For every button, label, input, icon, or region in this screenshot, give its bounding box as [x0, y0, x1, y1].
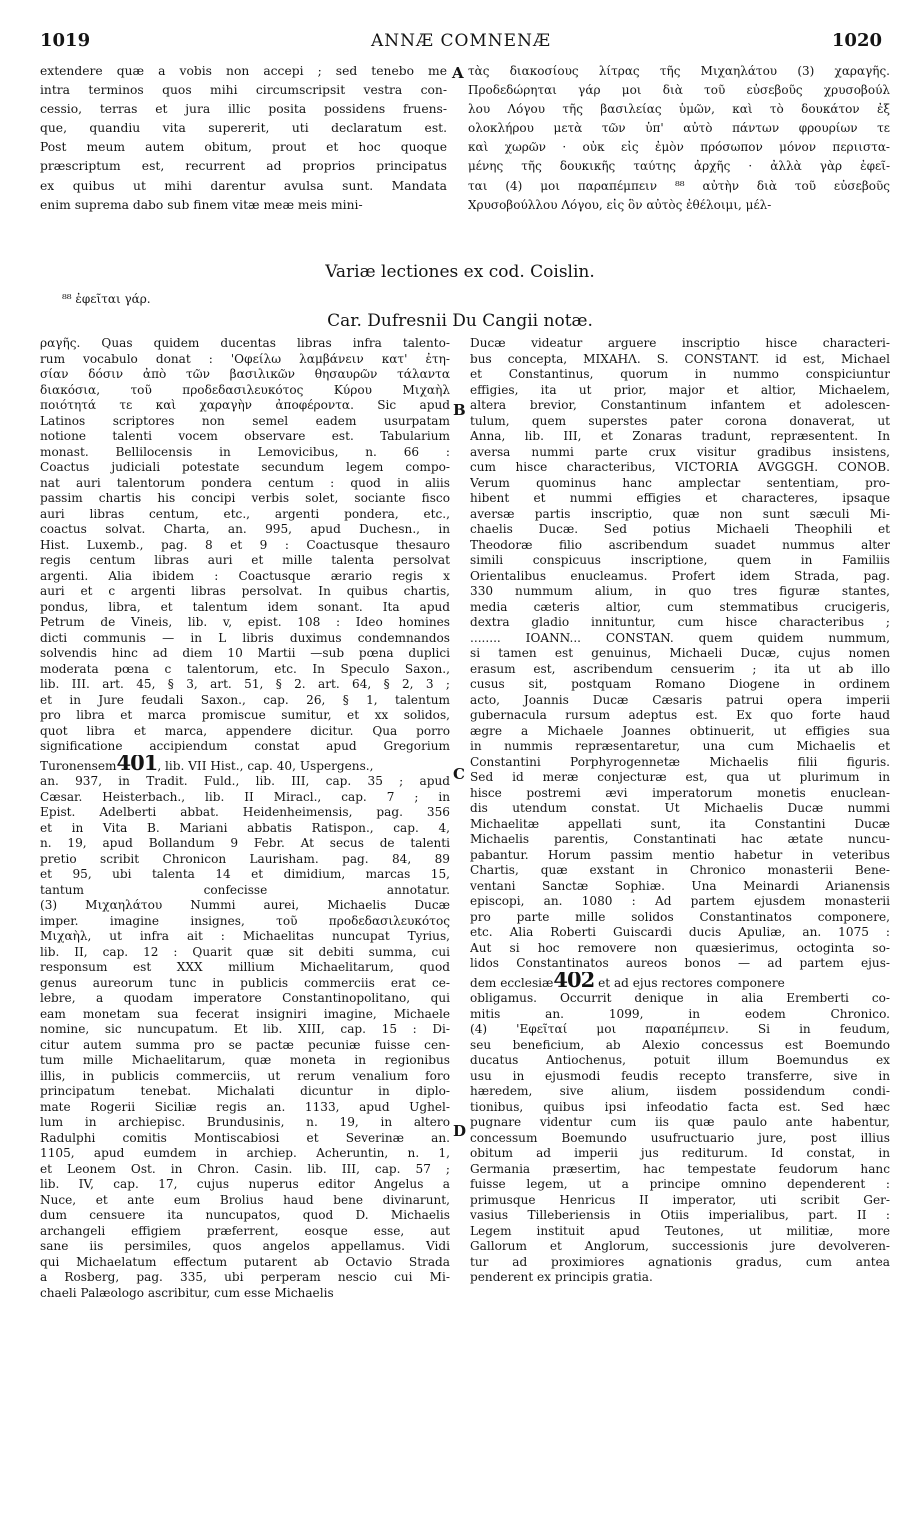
text-line: ventani Sanctæ Sophiæ. Una Meinardi Arianensis — [470, 878, 890, 893]
text-line: significatione accipiendum constat apud Gregorium — [40, 739, 450, 753]
text-line: Theodoræ filio ascribendum suadet nummus alter — [470, 537, 890, 552]
text-line: Chartis, quæ exstant in Chronico monasterii Bene- — [470, 863, 890, 877]
text-line: et 95, ubi talenta 14 et dimidium, marcas 15, — [40, 867, 450, 881]
text-line: cusus sit, postquam Romano Diogene in ordinem — [470, 677, 890, 691]
text-line: a Rosberg, pag. 335, ubi perperam nescio cui Mi- — [40, 1270, 450, 1284]
text-line: Orientalibus enucleamus. Profert idem Strada, pag. — [470, 568, 890, 583]
text-line: Verum quominus hanc amplectar sententiam, pro- — [470, 475, 890, 490]
text-line: illis, in publicis commerciis, ut rerum venalium foro — [40, 1068, 450, 1083]
notes-left-column — [40, 336, 450, 1301]
margin-letter-a: A — [452, 64, 464, 82]
text-line: 1105, apud eumdem in archiep. Acheruntin, n. 1, — [40, 1146, 450, 1160]
text-line: gubernacula rursum adeptus est. Ex quo forte haud — [470, 708, 890, 722]
text-line: pondus, libra, et talentum idem sonant. Ita apud — [40, 599, 450, 614]
text-line: Radulphi comitis Montiscabiosi et Severinæ an. — [40, 1130, 450, 1145]
text-line: intra terminos quos mihi circumscripsit vestra con- — [40, 83, 447, 98]
text-line: obligamus. Occurrit denique in alia Eremberti co- — [470, 991, 890, 1005]
text-line: et Constantinus, quorum in nummo conspiciuntur — [470, 367, 890, 381]
text-line: ραγῆς. Quas quidem ducentas libras infra talento- — [40, 336, 450, 350]
text-line: Aut si hoc removere non quæsierimus, octoginta so- — [470, 940, 890, 955]
text-line: lidos Constantinatos aureos bonos — ad partem ejus- — [470, 956, 890, 970]
text-line: aversæ partis inscriptio, quæ non sunt sæculi Mi- — [470, 506, 890, 521]
text-line: solvendis hinc ad diem 10 Martii —sub pœna duplici — [40, 646, 450, 660]
page-header — [40, 30, 882, 58]
text-line: imper. imagine insignes, τοῦ προδεδασιλευκότος — [40, 913, 450, 928]
text-line: ται (4) μοι παραπέμπειν ⁸⁸ αὐτὴν διὰ τοῦ εὐσεβοῦς — [468, 178, 890, 193]
text-line: sane iis persimiles, quos angelos appellamus. Vidi — [40, 1239, 450, 1253]
text-line: Petrum de Vineis, lib. v, epist. 108 : Ideo homines — [40, 615, 450, 629]
text-line: erasum est, ascribendum censuerim ; ita ut ab illo — [470, 661, 890, 676]
text-line: lib. IV, cap. 17, cujus nuperus editor Angelus a — [40, 1177, 450, 1191]
text-line: ολοκλήρου μετὰ τῶν ὑπ' αὐτὸ πάντων φρουρίων τε — [468, 121, 890, 136]
text-line: effigies, ita ut prior, major et altior, Michaelem, — [470, 382, 890, 397]
text-line: fuisse legem, ut a principe omnino dependerent : — [470, 1177, 890, 1191]
text-line: tantum confecisse annotatur. — [40, 882, 450, 897]
text-line: mitis an. 1099, in eodem Chronico. — [470, 1006, 890, 1021]
text-line: cessio, terras et jura illic posita possidens fruens- — [40, 102, 447, 117]
text-line: archangeli effigiem præferrent, eosque esse, aut — [40, 1223, 450, 1238]
text-line: altera brevior, Constantinum infantem et adolescen- — [470, 398, 890, 412]
text-line: dum censuere ita nuncupatos, quod D. Michaelis — [40, 1208, 450, 1222]
text-line: responsum est XXX millium Michaelitarum, quod — [40, 960, 450, 974]
text-line: pretio scribit Chronicon Laurisham. pag. 84, 89 — [40, 851, 450, 866]
text-line-continuation: et ad ejus rectores componere — [594, 975, 785, 990]
text-line: argenti. Alia ibidem : Coactusque ærario regis x — [40, 568, 450, 583]
text-line: primusque Henricus II imperator, uti scribit Ger- — [470, 1192, 890, 1207]
text-line: hæredem, sive alium, iisdem possidendum condi- — [470, 1084, 890, 1098]
text-line: Michaelis parentis, Constantinati hac ætate nuncu- — [470, 832, 890, 846]
text-line: n. 19, apud Bollandum 9 Febr. At secus de talenti — [40, 836, 450, 850]
text-line: Μιχαὴλ, ut infra ait : Michaelitas nuncupat Tyrius, — [40, 929, 450, 943]
text-line: (4) 'Εφεῖταί μοι παραπέμπειν. Si in feudum, — [470, 1022, 890, 1036]
page-number-left: 1019 — [40, 30, 91, 51]
text-line: Χρυσοβούλλου Λόγου, εἰς ὃν αὐτὸς ἐθέλοιμι, μέλ- — [468, 197, 772, 212]
text-line: Nuce, et ante eum Brolius haud bene divinarunt, — [40, 1192, 450, 1207]
text-line: Epist. Adelberti abbat. Heidenheimensis, pag. 356 — [40, 805, 450, 819]
text-line: τὰς διακοσίους λίτρας τῆς Μιχαηλάτου (3) χαραγῆς. — [468, 64, 890, 78]
text-line-continuation: , lib. VII Hist., cap. 40, Uspergens., — [157, 758, 374, 773]
text-line: tionibus, quibus ipsi infeodatio facta est. Sed hæc — [470, 1099, 890, 1114]
text-line: penderent ex principis gratia. — [470, 1270, 653, 1284]
footnote-88: ⁸⁸ ἐφεῖται γάρ. — [62, 292, 151, 306]
text-line: mate Rogerii Siciliæ regis an. 1133, apud Ughel- — [40, 1099, 450, 1114]
text-line: obitum ad imperii jus rediturum. Id constat, in — [470, 1146, 890, 1160]
text-line: dextra gladio innituntur, cum hisce characteribus ; — [470, 615, 890, 629]
text-line: usu in ejusmodi feudis recepto transferre, sive in — [470, 1068, 890, 1083]
text-line: qui Michaelatum effectum putarent ab Octavio Strada — [40, 1254, 450, 1269]
text-line: regis centum libras auri et mille talenta persolvat — [40, 553, 450, 567]
text-line: Latinos scriptores non semel eadem usurpatam — [40, 413, 450, 428]
text-line: pugnare videntur cum iis quæ paulo ante habentur, — [470, 1115, 890, 1129]
text-line: Turonensem401, lib. VII Hist., cap. 40, Uspergens., — [40, 755, 450, 775]
margin-letter-b: B — [453, 401, 466, 419]
latin-text-column — [40, 62, 447, 215]
text-line: lebre, a quodam imperatore Constantinopolitano, qui — [40, 991, 450, 1005]
text-line: pro libra et marca promiscue sumitur, et xx solidos, — [40, 708, 450, 722]
running-title: ANNÆ COMNENÆ — [371, 31, 551, 51]
text-line: ex quibus ut mihi darentur avulsa sunt. Mandata — [40, 178, 447, 193]
text-line: media cæteris altior, cum stemmatibus crucigeris, — [470, 599, 890, 614]
text-line: extendere quæ a vobis non accepi ; sed tenebo me — [40, 64, 447, 78]
text-line: que, quandiu vita supererit, uti declaratum est. — [40, 121, 447, 136]
text-line: cum hisce characteribus, VICTORIA AVGGGH. CONOB. — [470, 460, 890, 474]
text-line: an. 937, in Tradit. Fuld., lib. III, cap. 35 ; apud — [40, 774, 450, 788]
text-line: hibent et nummi effigies et characteres, ipsaque — [470, 491, 890, 505]
text-line: Michaelitæ appellati sunt, ita Constantini Ducæ — [470, 816, 890, 831]
text-line: λου Λόγου τῆς βασιλείας ὑμῶν, καὶ τὸ δουκάτον ἐξ — [468, 102, 890, 117]
text-line: acto, Joannis Ducæ Cæsaris patrui opera imperii — [470, 692, 890, 707]
text-line: principatum tenebat. Michalati dicuntur in diplo- — [40, 1084, 450, 1098]
text-line: vasius Tilleberiensis in Otiis imperialibus, part. II : — [470, 1208, 890, 1222]
text-line: dem ecclesiæ402 et ad ejus rectores componere — [470, 972, 890, 992]
text-line: chaelis Ducæ. Sed potius Michaeli Theophili et — [470, 522, 890, 536]
text-line: tum mille Michaelitarum, quæ moneta in regionibus — [40, 1053, 450, 1067]
text-line: hisce postremi ævi imperatorum monetis enuclean- — [470, 785, 890, 800]
text-line: monast. Bellilocensis in Lemovicibus, n. 66 : — [40, 444, 450, 459]
text-line: 330 nummum alium, in quo tres figuræ stantes, — [470, 584, 890, 598]
margin-letter-c: C — [453, 765, 465, 783]
text-line: seu beneficium, ab Alexio concessus est Boemundo — [470, 1037, 890, 1052]
text-line: pabantur. Horum passim mentio habetur in veteribus — [470, 847, 890, 862]
text-line: tulum, quem superstes pater corona donaverat, ut — [470, 413, 890, 428]
text-line: Sed id meræ conjecturæ est, qua ut plurimum in — [470, 770, 890, 784]
text-line: si tamen est genuinus, Michaeli Ducæ, cujus nomen — [470, 646, 890, 660]
text-line: in nummis repræsentaretur, una cum Michaelis et — [470, 739, 890, 753]
text-line: moderata pœna c talentorum, etc. In Speculo Saxon., — [40, 661, 450, 676]
text-line: genus aureorum tunc in publicis commerciis erat ce- — [40, 975, 450, 990]
text-line: notione talenti vocem observare est. Tabularium — [40, 429, 450, 443]
text-line: ........ IOANN... CONSTAN. quem quidem nummum, — [470, 630, 890, 645]
text-line: aversa nummi parte crux visitur gradibus insistens, — [470, 444, 890, 459]
text-line: nat auri talentorum pondera centum : quod in aliis — [40, 475, 450, 490]
text-line: et in Vita B. Mariani abbatis Ratispon., cap. 4, — [40, 820, 450, 835]
text-line: præscriptum est, recurrent ad proprios principatus — [40, 159, 447, 174]
text-line: enim suprema dabo sub finem vitæ meæ meis mini- — [40, 197, 363, 212]
text-line: quot libra et marca, appendere dicitur. Qua porro — [40, 723, 450, 738]
text-line: καὶ χωρῶν · οὐκ εἰς ἐμὸν πρόσωπον μόνον περιιστα- — [468, 140, 890, 155]
text-line: ducatus Antiochenus, potuit illum Boemundus ex — [470, 1053, 890, 1067]
text-line: et Leonem Ost. in Chron. Casin. lib. III, cap. 57 ; — [40, 1161, 450, 1176]
text-line: chaeli Palæologo ascribitur, cum esse Michaelis — [40, 1285, 334, 1300]
text-line: tur ad proximiores agnationis gradus, cum antea — [470, 1254, 890, 1269]
text-line: auri et c argenti libras persolvat. In quibus chartis, — [40, 584, 450, 598]
text-line: passim chartis his concipi verbis solet, sociante fisco — [40, 491, 450, 505]
text-line: Post meum autem obitum, prout et hoc quoque — [40, 140, 447, 155]
text-line: eam monetam sua fecerat insigniri imagine, Michaele — [40, 1006, 450, 1021]
text-line: lib. III. art. 45, § 3, art. 51, § 2. art. 64, § 2, 3 ; — [40, 677, 450, 691]
text-line: (3) Μιχαηλάτου Nummi aurei, Michaelis Ducæ — [40, 898, 450, 912]
page-number-right: 1020 — [831, 30, 882, 51]
text-line: etc. Alia Roberti Guiscardi ducis Apuliæ, an. 1075 : — [470, 925, 890, 939]
text-line: nomine, sic nuncupatum. Et lib. XIII, cap. 15 : Di- — [40, 1022, 450, 1036]
text-line: citur autem summa pro se pactæ pecuniæ fuisse cen- — [40, 1037, 450, 1052]
text-line: Προδεδώρηται γάρ μοι διὰ τοῦ εὐσεβοῦς χρυσοβούλ — [468, 83, 890, 98]
text-line: auri libras centum, etc., argenti pondera, etc., — [40, 506, 450, 521]
text-line: ποιότητά τε καὶ χαραγὴν ἀποφέροντα. Sic apud — [40, 398, 450, 412]
text-line: rum vocabulo donat : 'Οφείλω λαμβάνειν κατ' ἐτη- — [40, 351, 450, 366]
text-line: coactus solvat. Charta, an. 995, apud Duchesn., in — [40, 522, 450, 536]
text-line: Coactus judiciali potestate secundum legem compo- — [40, 460, 450, 474]
text-line: episcopi, an. 1080 : Ad partem ejusdem monasterii — [470, 894, 890, 908]
text-line: διακόσια, τοῦ προδεδασιλευκότος Κύρου Μιχαὴλ — [40, 382, 450, 397]
text-line: dicti communis — in L libris duximus condemnandos — [40, 630, 450, 645]
text-line: dis utendum constat. Ut Michaelis Ducæ nummi — [470, 801, 890, 815]
text-line: ægre a Michaele Joannes obtinuerit, ut effigies sua — [470, 723, 890, 738]
text-line: Anna, lib. III, et Zonaras tradunt, repræsentent. In — [470, 429, 890, 443]
text-line: bus concepta, ΜΙΧΑΗΛ. S. CONSTANT. id est, Michael — [470, 351, 890, 366]
text-line: Legem instituit apud Teutones, ut militiæ, more — [470, 1223, 890, 1238]
text-line: simili conspicuus inscriptione, quem in Familiis — [470, 553, 890, 567]
text-line: Ducæ videatur arguere inscriptio hisce characteri- — [470, 336, 890, 350]
text-line: μένης τῆς δουκικῆς ταύτης ἀρχῆς · ἀλλὰ γὰρ ἐφεῖ- — [468, 159, 890, 174]
notes-right-column — [470, 336, 890, 1286]
notes-heading: Car. Dufresnii Du Cangii notæ. — [327, 311, 593, 331]
text-line: Germania præsertim, hac tempestate feudorum hanc — [470, 1161, 890, 1176]
text-line: concessum Boemundo usufructuario jure, post illius — [470, 1130, 890, 1145]
column-marker: 401 — [116, 754, 158, 774]
text-line: et in Jure feudali Saxon., cap. 26, § 1, talentum — [40, 692, 450, 707]
text-line: lib. II, cap. 12 : Quarit quæ sit debiti summa, cui — [40, 944, 450, 959]
text-line: lum in archiepisc. Brundusinis, n. 19, in altero — [40, 1115, 450, 1129]
text-line: pro parte mille solidos Constantinatos componere, — [470, 909, 890, 924]
greek-text-column — [468, 62, 890, 215]
text-line: σίαν δόσιν ἀπὸ τῶν βασιλικῶν θησαυρῶν τάλαντα — [40, 367, 450, 381]
text-line: Constantini Porphyrogennetæ Michaelis filii figuris. — [470, 754, 890, 769]
column-marker: 402 — [553, 971, 595, 991]
margin-letter-d: D — [453, 1122, 467, 1140]
text-line: Hist. Luxemb., pag. 8 et 9 : Coactusque thesauro — [40, 537, 450, 552]
text-line: Gallorum et Anglorum, successionis jure devolveren- — [470, 1239, 890, 1253]
variae-lectiones-heading: Variæ lectiones ex cod. Coislin. — [325, 262, 595, 282]
text-line: Cæsar. Heisterbach., lib. II Miracl., cap. 7 ; in — [40, 789, 450, 804]
